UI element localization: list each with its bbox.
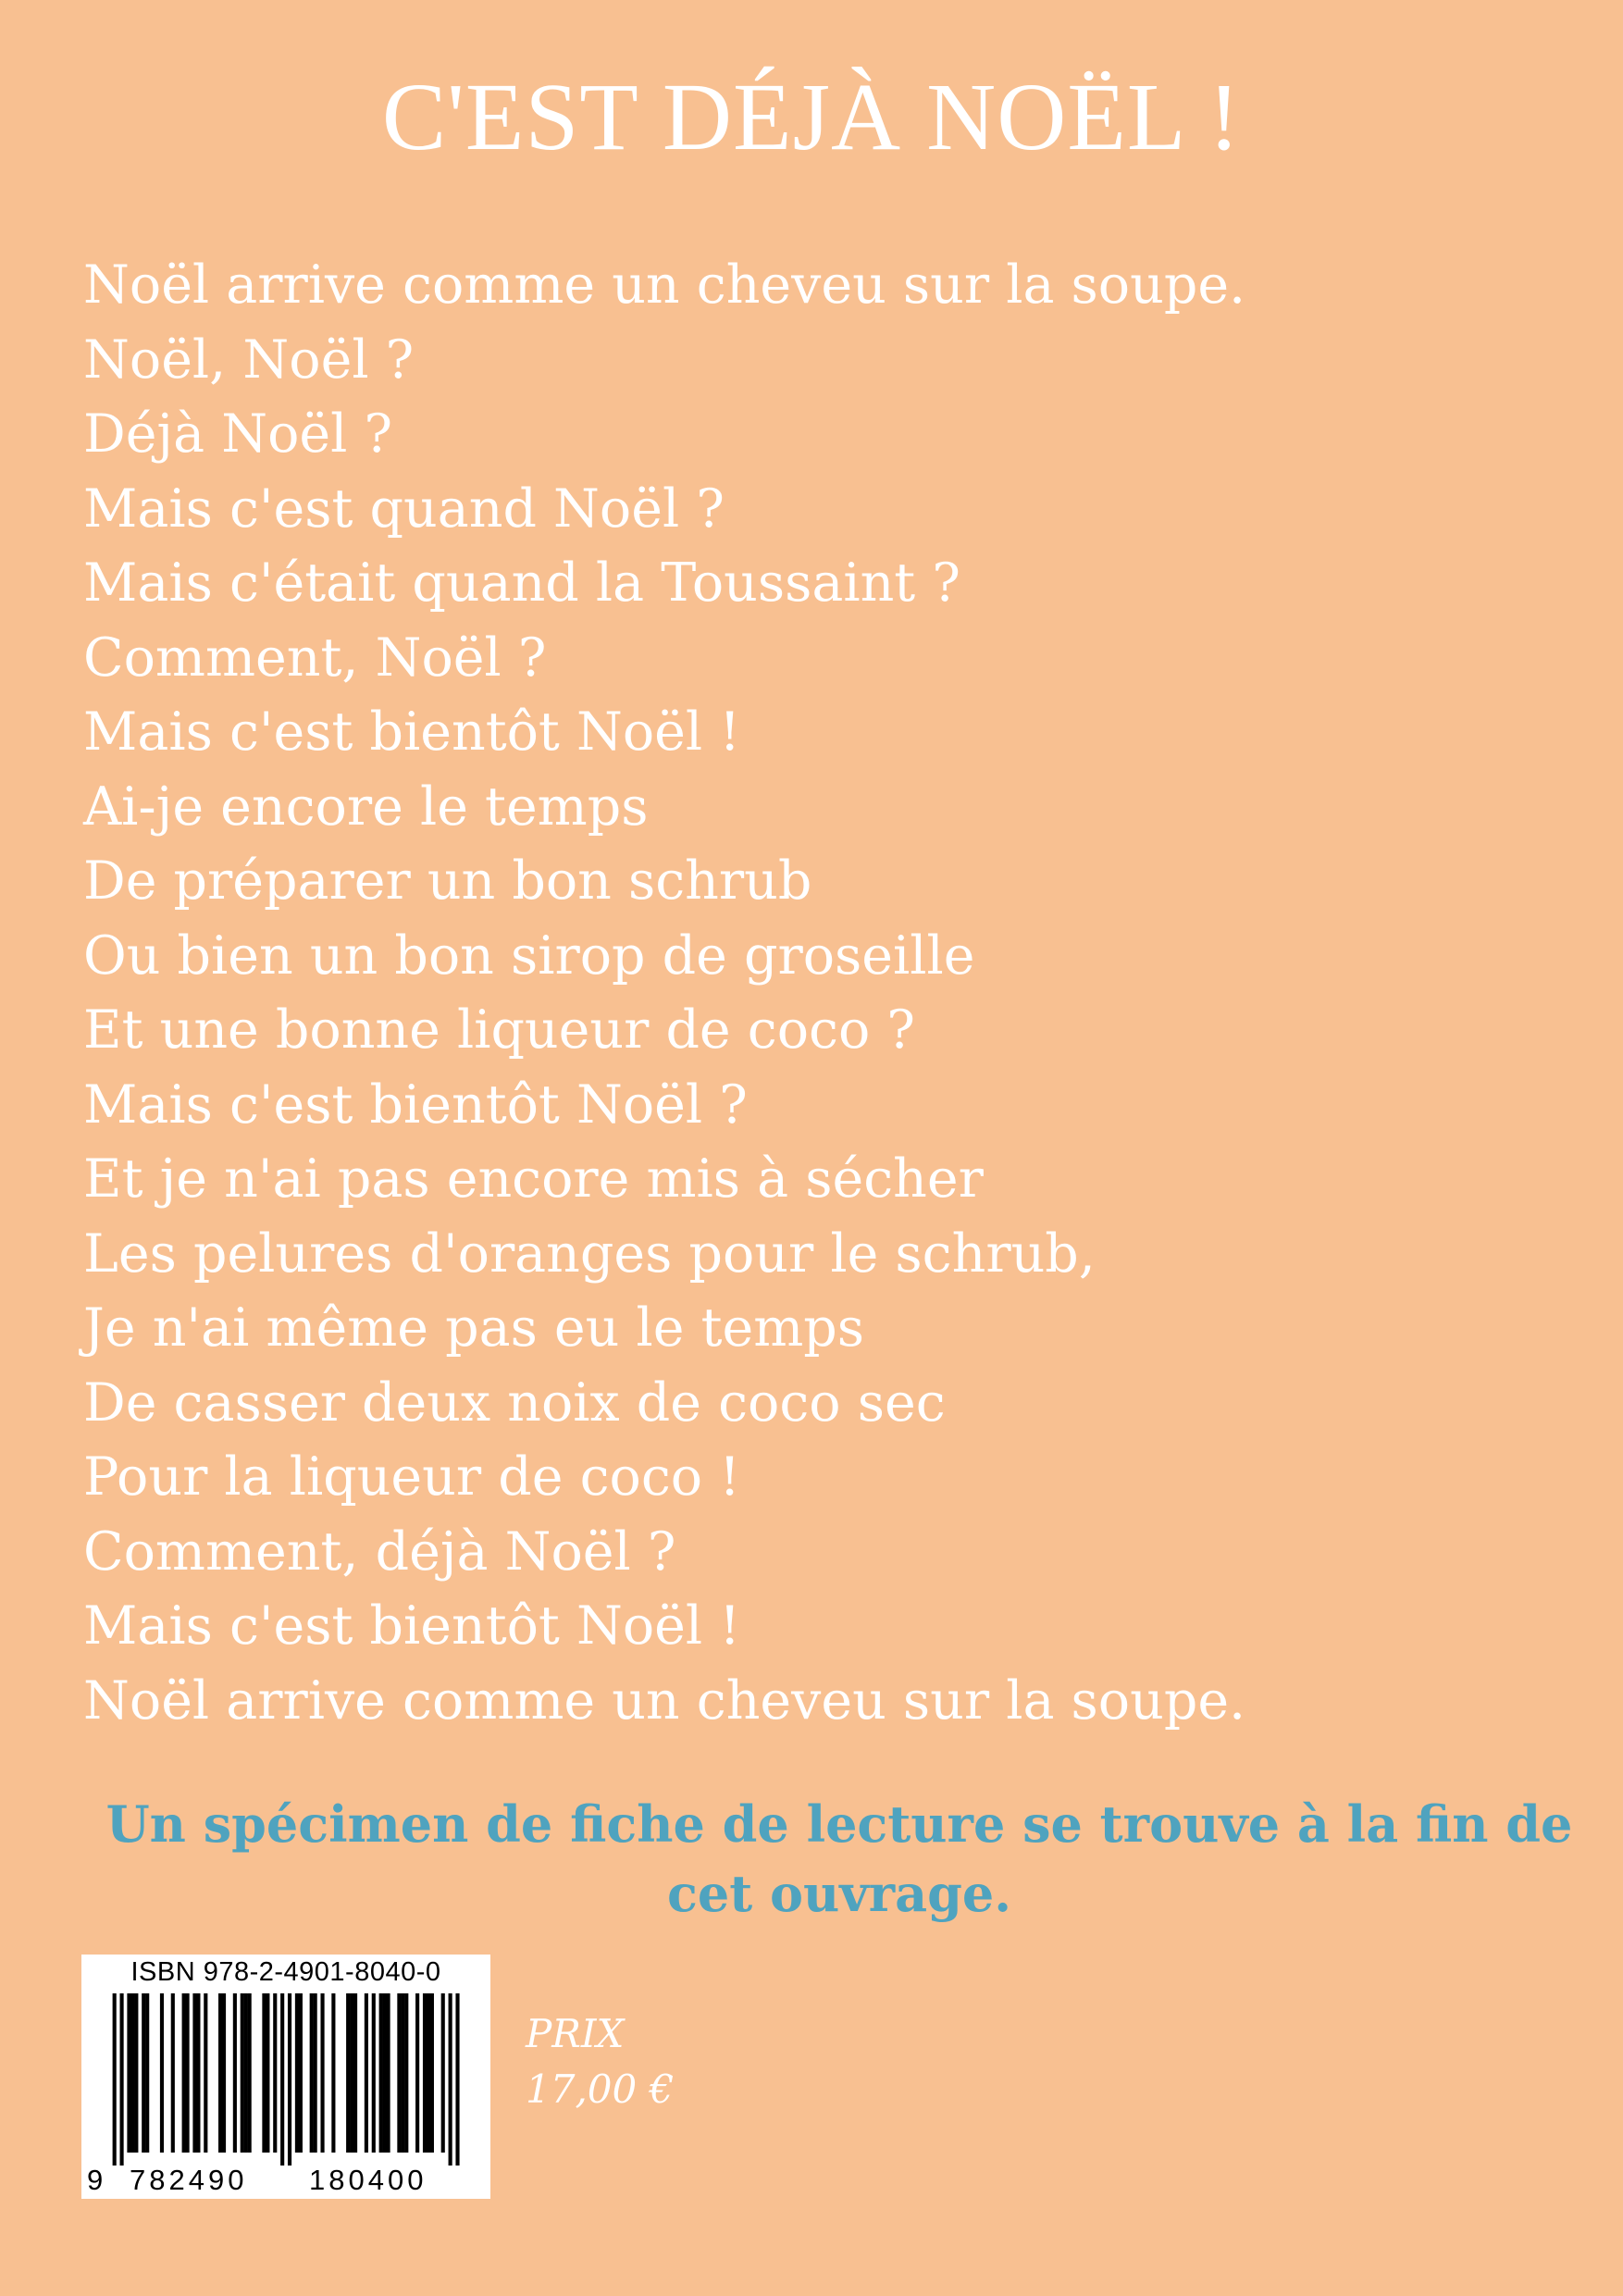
barcode-bar (127, 1993, 130, 2153)
poem-line: Mais c'est bientôt Noël ! (83, 701, 741, 763)
poem-line: Déjà Noël ? (83, 403, 393, 465)
barcode-bar (130, 1993, 134, 2153)
barcode-bar (299, 1993, 303, 2153)
poem-line: Comment, Noël ? (83, 627, 547, 689)
price-label: PRIX (526, 2011, 625, 2056)
barcode-bar (241, 1993, 244, 2153)
barcode-bar (192, 1993, 196, 2153)
barcode-bar (295, 1993, 299, 2153)
barcode-bar (160, 1993, 164, 2153)
barcode-bar (386, 1993, 390, 2153)
barcode-bar (320, 1993, 324, 2153)
barcode-bar (346, 1993, 350, 2153)
poem-line: Mais c'est bientôt Noël ! (83, 1595, 741, 1657)
barcode-bar (427, 1993, 430, 2153)
barcode-bar (404, 1993, 408, 2153)
barcode-bar (222, 1993, 226, 2153)
barcode-bar (233, 1993, 237, 2153)
price-value: 17,00 € (526, 2066, 675, 2112)
barcode-bar (423, 1993, 427, 2153)
barcode-bar (182, 1993, 186, 2153)
barcode-bar (196, 1993, 200, 2153)
poem-line: Pour la liqueur de coco ! (83, 1446, 741, 1508)
barcode-bar (415, 1993, 419, 2153)
barcode-bar (310, 1993, 314, 2153)
barcode-bar (186, 1993, 190, 2153)
ean-digits (81, 2164, 490, 2197)
poem-line: Les pelures d'oranges pour le schrub, (83, 1222, 1096, 1285)
barcode-bar (455, 1993, 459, 2166)
barcode-bar (218, 1993, 222, 2153)
barcode-bar (372, 1993, 376, 2153)
barcode-bar (383, 1993, 387, 2153)
barcode-bar (248, 1993, 252, 2153)
barcode-bar (204, 1993, 207, 2153)
reading-sheet-note: Un spécimen de fiche de lecture se trouve à la fin de cet ouvrage. (105, 1794, 1573, 1923)
poem-line: De préparer un bon schrub (83, 850, 812, 912)
poem-line: De casser deux noix de coco sec (83, 1371, 946, 1433)
price-block (526, 2006, 674, 2117)
barcode-bar (353, 1993, 357, 2153)
poem-line: Noël arrive comme un cheveu sur la soupe. (83, 1669, 1246, 1731)
barcode-bar (441, 1993, 445, 2153)
poem-line: Comment, déjà Noël ? (83, 1520, 676, 1582)
poem-line: Mais c'était quand la Toussaint ? (83, 552, 960, 614)
book-title: C'EST DÉJÀ NOËL ! (381, 64, 1242, 170)
barcode-bar (314, 1993, 317, 2153)
poem-line: Noël, Noël ? (83, 329, 415, 391)
barcode-bar (145, 1993, 149, 2153)
barcode-bar (430, 1993, 434, 2153)
poem-line: Noël arrive comme un cheveu sur la soupe. (83, 254, 1246, 316)
barcode-bar (288, 1993, 291, 2166)
ean-right-group: 180400 (309, 2164, 427, 2196)
poem-line: Et je n'ai pas encore mis à sécher (83, 1148, 984, 1210)
ean-left-group: 782490 (130, 2164, 248, 2196)
barcode-bar (280, 1993, 284, 2166)
barcode-bar (331, 1993, 335, 2153)
barcode-bar (142, 1993, 145, 2153)
poem-line: Mais c'est quand Noël ? (83, 478, 725, 540)
barcode-bar (449, 1993, 452, 2166)
barcode-bar (120, 1993, 124, 2166)
isbn-label: ISBN 978-2-4901-8040-0 (130, 1957, 441, 1987)
ean-first-digit: 9 (87, 2164, 104, 2196)
barcode-bar (262, 1993, 266, 2153)
barcode-bar (401, 1993, 404, 2153)
barcode-bar (397, 1993, 401, 2153)
barcode-bar (273, 1993, 277, 2153)
barcode-bar (350, 1993, 353, 2153)
barcode-bars-icon (87, 1993, 485, 2166)
barcode-bar (244, 1993, 248, 2153)
poem-line: Mais c'est bientôt Noël ? (83, 1074, 748, 1136)
barcode-bar (134, 1993, 138, 2153)
barcode-bar (113, 1993, 117, 2166)
barcode-bar (365, 1993, 368, 2153)
poem (83, 248, 1564, 1738)
poem-line: Ou bien un bon sirop de groseille (83, 925, 975, 987)
barcode-bar (171, 1993, 175, 2153)
barcode-bar (266, 1993, 269, 2153)
barcode-bar (379, 1993, 383, 2153)
poem-line: Et une bonne liqueur de coco ? (83, 999, 915, 1061)
poem-line: Ai-je encore le temps (83, 776, 649, 838)
poem-line: Je n'ai même pas eu le temps (83, 1297, 865, 1359)
isbn-barcode (81, 1955, 490, 2199)
